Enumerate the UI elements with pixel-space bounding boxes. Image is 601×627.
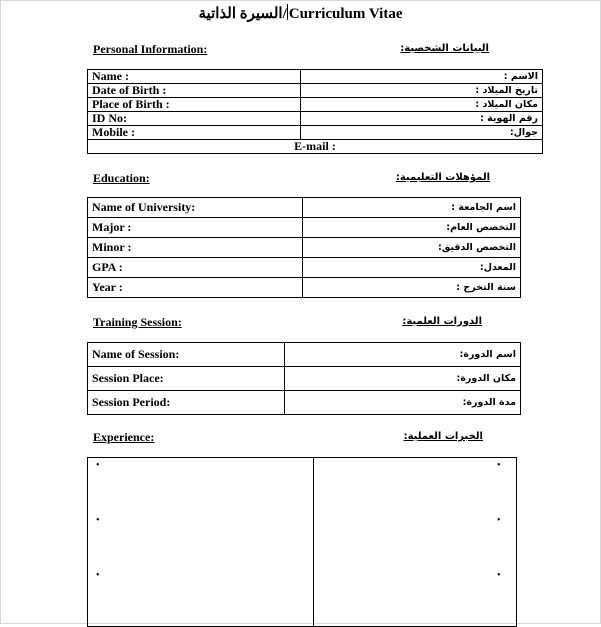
title-separator: / (282, 6, 287, 22)
personal-label-en: ID No: (88, 112, 301, 126)
education-label-ar[interactable]: اسم الجامعة : (302, 198, 520, 218)
personal-label-en: Date of Birth : (88, 84, 301, 98)
bullet-icon: • (497, 460, 501, 471)
title-arabic: السيرة الذاتية (198, 6, 283, 22)
training-heading-ar: الدورات العلمية: (402, 316, 482, 327)
personal-heading-en: Personal Information: (93, 42, 208, 56)
bullet-icon: • (497, 515, 501, 526)
table-row (88, 70, 543, 84)
training-heading-en: Training Session: (93, 315, 182, 329)
personal-info-table (87, 69, 543, 154)
education-label-en: Year : (88, 278, 303, 298)
bullet-icon: • (497, 570, 501, 581)
education-label-en: Major : (88, 218, 303, 238)
table-row (88, 258, 521, 278)
personal-label-ar[interactable]: رقم الهوية : (300, 112, 542, 126)
table-row (88, 98, 543, 112)
title-english: Curriculum Vitae (288, 6, 403, 22)
email-field[interactable]: E-mail : (88, 140, 543, 154)
experience-heading-ar: الخبرات العملية: (403, 431, 483, 442)
experience-cell-ar[interactable] (314, 458, 517, 627)
training-label-en: Session Period: (88, 391, 285, 415)
experience-table (87, 457, 517, 627)
training-label-en: Session Place: (88, 367, 285, 391)
education-heading-ar: المؤهلات التعليمية: (395, 172, 490, 183)
personal-label-en: Mobile : (88, 126, 301, 140)
education-table (87, 197, 521, 298)
education-label-en: Minor : (88, 238, 303, 258)
table-row (88, 112, 543, 126)
education-label-en: Name of University: (88, 198, 303, 218)
table-row (88, 126, 543, 140)
personal-heading-ar: البيانات الشخصية: (400, 43, 489, 54)
bullet-icon: • (96, 515, 100, 526)
table-row (88, 278, 521, 298)
personal-label-ar[interactable]: مكان الميلاد : (300, 98, 542, 112)
table-row (88, 343, 521, 367)
table-row (88, 238, 521, 258)
table-row (88, 218, 521, 238)
education-label-en: GPA : (88, 258, 303, 278)
experience-cell-en[interactable] (88, 458, 314, 627)
training-label-ar[interactable]: مدة الدورة: (284, 391, 520, 415)
table-row (88, 140, 543, 154)
table-row (88, 391, 521, 415)
education-heading-en: Education: (93, 171, 150, 185)
personal-label-ar[interactable]: تاريخ الميلاد : (300, 84, 542, 98)
education-label-ar[interactable]: سنة التخرج : (302, 278, 520, 298)
training-label-en: Name of Session: (88, 343, 285, 367)
personal-label-en: Name : (88, 70, 301, 84)
personal-label-ar[interactable]: جوال: (300, 126, 542, 140)
table-row (88, 367, 521, 391)
education-label-ar[interactable]: التخصص الدقيق: (302, 238, 520, 258)
text-cursor (287, 4, 288, 20)
page-title (0, 4, 601, 23)
personal-label-ar[interactable]: الاسم : (300, 70, 542, 84)
table-row (88, 198, 521, 218)
education-label-ar[interactable]: المعدل: (302, 258, 520, 278)
education-label-ar[interactable]: التخصص العام: (302, 218, 520, 238)
training-label-ar[interactable]: اسم الدورة: (284, 343, 520, 367)
experience-heading-en: Experience: (93, 430, 155, 444)
training-table (87, 342, 521, 415)
bullet-icon: • (96, 570, 100, 581)
bullet-icon: • (96, 460, 100, 471)
table-row (88, 458, 517, 627)
personal-label-en: Place of Birth : (88, 98, 301, 112)
training-label-ar[interactable]: مكان الدورة: (284, 367, 520, 391)
table-row (88, 84, 543, 98)
